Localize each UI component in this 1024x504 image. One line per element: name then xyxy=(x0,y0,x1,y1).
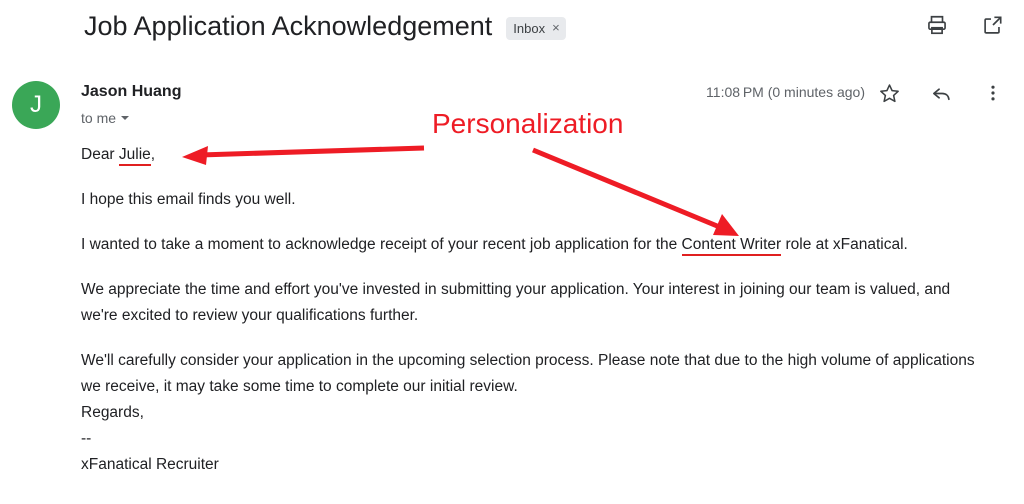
annotation-label: Personalization xyxy=(432,108,624,139)
role-highlight: Content Writer xyxy=(682,236,782,256)
subject-line xyxy=(84,8,566,44)
open-in-new-icon[interactable] xyxy=(980,12,1006,38)
body-paragraph-3: We appreciate the time and effort you've invested in submitting your application. Your interest in joining our team is valued, and we're excited to review your qualifications further. xyxy=(81,281,951,324)
label-chip-inbox[interactable] xyxy=(506,17,565,40)
greeting-suffix: , xyxy=(150,146,156,163)
label-chip-text: Inbox xyxy=(513,20,546,36)
greeting-name: Julie xyxy=(119,146,151,166)
sender-name[interactable]: Jason Huang xyxy=(81,83,182,100)
greeting-prefix: Dear xyxy=(81,146,119,163)
body-paragraph-1: I hope this email finds you well. xyxy=(81,191,296,208)
email-header xyxy=(0,0,1024,62)
paragraph-2-before: I wanted to take a moment to acknowledge receipt of your recent job application for the xyxy=(81,236,682,253)
recipient-label: to me xyxy=(81,110,117,126)
avatar[interactable]: J xyxy=(12,81,60,129)
signature-divider: -- xyxy=(81,430,92,447)
star-icon[interactable] xyxy=(876,80,902,106)
recipient-line[interactable] xyxy=(81,110,129,126)
header-actions xyxy=(924,12,1006,38)
signoff: Regards, xyxy=(81,404,144,421)
more-vert-icon[interactable] xyxy=(980,80,1006,106)
body-paragraph-4: We'll carefully consider your application in the upcoming selection process. Please note that due to the high volume of applications we receive, it may take some time to complete our initial review. xyxy=(81,352,975,395)
print-icon[interactable] xyxy=(924,12,950,38)
paragraph-2-after: role at xFanatical. xyxy=(781,236,908,253)
close-icon[interactable]: × xyxy=(552,20,560,35)
body-paragraph-2 xyxy=(81,232,981,258)
email-body xyxy=(81,142,981,478)
message-timestamp: 11:08 PM (0 minutes ago) xyxy=(706,84,865,100)
greeting-line xyxy=(81,142,981,168)
reply-icon[interactable] xyxy=(928,80,954,106)
page-title: Job Application Acknowledgement xyxy=(84,11,493,41)
chevron-down-icon[interactable] xyxy=(121,116,129,120)
message-actions xyxy=(876,80,1006,106)
signature-name: xFanatical Recruiter xyxy=(81,456,219,473)
